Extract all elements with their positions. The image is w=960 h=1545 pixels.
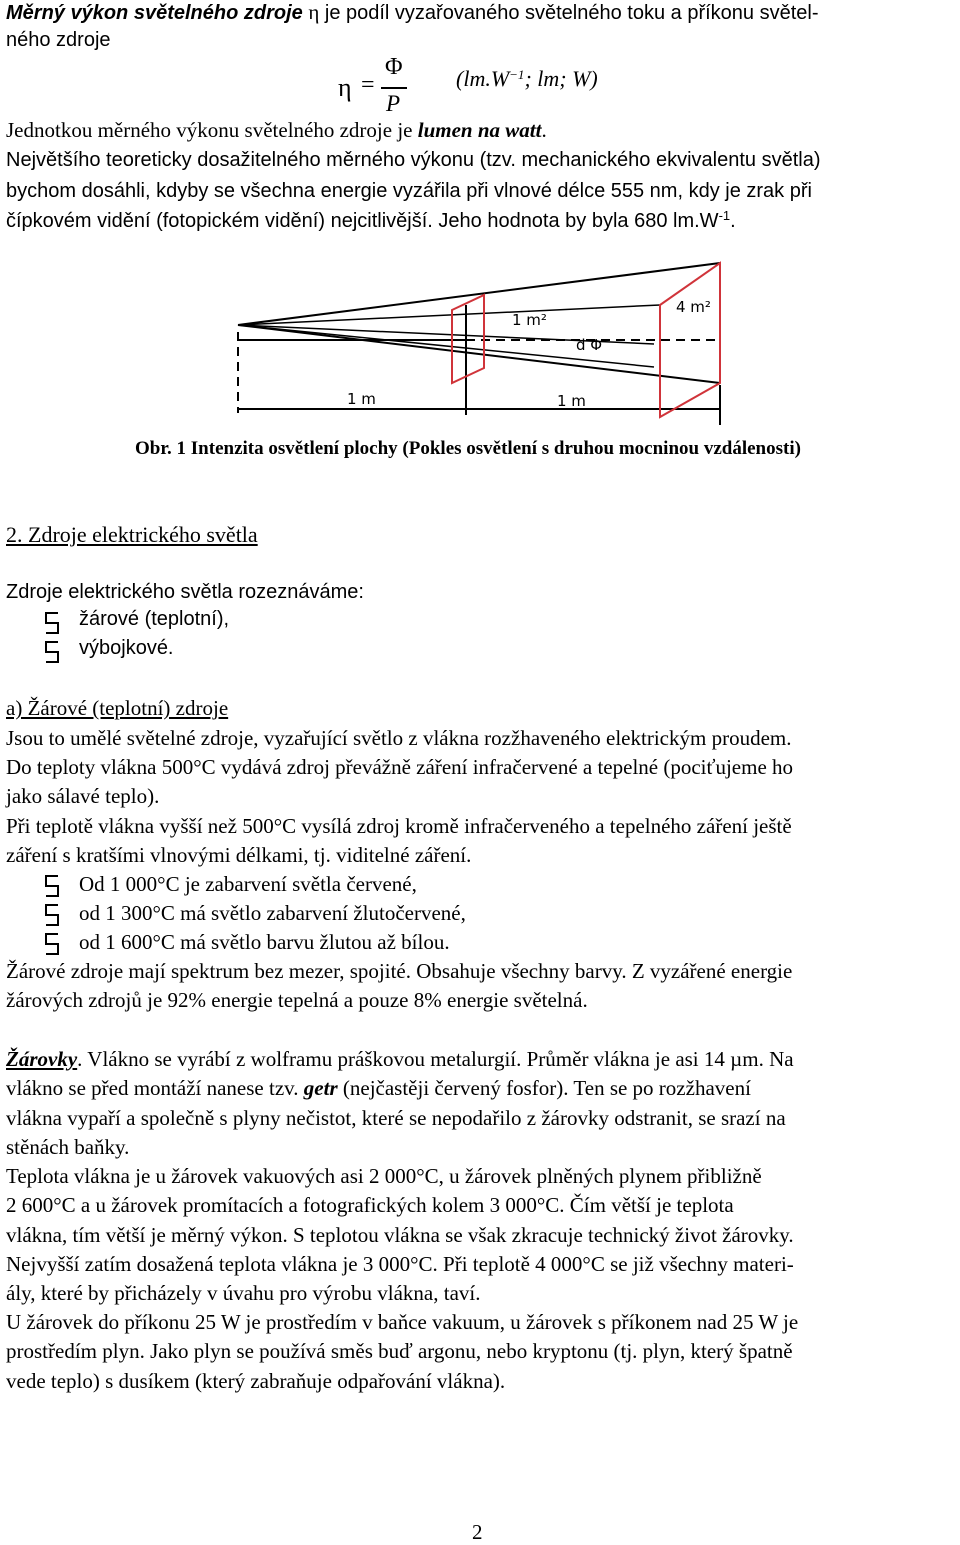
paragraph-line: vlákna, tím větší je měrný výkon. S teplotou vlákna se však zkracuje technický život žárovky. bbox=[6, 1223, 794, 1247]
bullet-icon bbox=[40, 639, 64, 665]
term-measured-efficacy: Měrný výkon světelného zdroje bbox=[6, 2, 303, 24]
list-item: výbojkové. bbox=[0, 637, 960, 667]
paragraph-line: Při teplotě vlákna vyšší než 500°C vysílá zdroj kromě infračerveného a tepelného záření ještě bbox=[6, 814, 792, 838]
paragraph-line: Teplota vlákna je u žárovek vakuových asi 2 000°C, u žárovek plněných plynem přibližně bbox=[6, 1164, 762, 1188]
paragraph-line: vede teplo) s dusíkem (který zabraňuje odpařování vlákna). bbox=[6, 1369, 506, 1393]
definition-line-1 bbox=[6, 0, 960, 25]
bullet-icon bbox=[40, 902, 64, 928]
bullet-icon bbox=[40, 873, 64, 899]
unit-line: Jednotkou měrného výkonu světelného zdroje je lumen na watt. bbox=[6, 118, 547, 142]
definition-line-2: ného zdroje bbox=[6, 29, 111, 51]
formula-equals: = bbox=[361, 72, 375, 98]
list-item: žárové (teplotní), bbox=[0, 608, 960, 638]
paragraph-line: prostředím plyn. Jako plyn se používá směs buď argonu, nebo kryptonu (tj. plyn, který špatně bbox=[6, 1339, 793, 1363]
area-1m-label: 1 m² bbox=[512, 311, 547, 329]
paragraph-line: žárových zdrojů je 92% energie tepelná a pouze 8% energie světelná. bbox=[6, 988, 588, 1012]
zarovky-line-1: Žárovky. Vlákno se vyrábí z wolframu práškovou metalurgií. Průměr vlákna je asi 14 µm. Na bbox=[6, 1047, 794, 1071]
bullet-icon bbox=[40, 931, 64, 957]
max-efficacy-line-2: bychom dosáhli, kdyby se všechna energie vyzářila při vlnové délce 555 nm, kdy je zrak při bbox=[6, 180, 812, 202]
section-2-heading: 2. Zdroje elektrického světla bbox=[6, 522, 258, 547]
flux-label: d Φ bbox=[576, 336, 603, 354]
formula-units: ($lm.W^{-1}$; lm; W) bbox=[456, 66, 598, 91]
zarovky-heading: Žárovky bbox=[6, 1047, 78, 1071]
paragraph-line: U žárovek do příkonu 25 W je prostředím v baňce vakuum, u žárovek s příkonem nad 25 W je bbox=[6, 1310, 799, 1334]
area-4m-label: 4 m² bbox=[676, 298, 711, 316]
figure-caption: Obr. 1 Intenzita osvětlení plochy (Pokles osvětlení s druhou mocninou vzdálenosti) bbox=[135, 438, 801, 459]
paragraph-line: Jsou to umělé světelné zdroje, vyzařující světlo z vlákna rozžhaveného elektrickým proudem. bbox=[6, 726, 792, 750]
paragraph-line: ály, které by přicházely v úvahu pro výrobu vlákna, taví. bbox=[6, 1281, 481, 1305]
paragraph-line: 2 600°C a u žárovek promítacích a fotografických kolem 3 000°C. Čím větší je teplota bbox=[6, 1193, 734, 1217]
bullet-icon bbox=[40, 610, 64, 636]
distance-2-label: 1 m bbox=[557, 392, 586, 410]
zarovky-line-2: vlákno se před montáží nanese tzv. getr (nejčastěji červený fosfor). Ten se po rozžhavení bbox=[6, 1076, 751, 1100]
list-item: od 1 300°C má světlo zabarvení žlutočervené, bbox=[0, 900, 960, 930]
paragraph-line: Žárové zdroje mají spektrum bez mezer, spojité. Obsahuje všechny barvy. Z vyzářené energie bbox=[6, 959, 793, 983]
section-2-intro: Zdroje elektrického světla rozeznáváme: bbox=[6, 581, 364, 603]
fraction-bar bbox=[381, 87, 407, 89]
paragraph-line: jako sálavé teplo). bbox=[6, 784, 160, 808]
paragraph-line: stěnách baňky. bbox=[6, 1135, 130, 1159]
distance-1-label: 1 m bbox=[347, 390, 376, 408]
getr-term: getr bbox=[303, 1076, 338, 1100]
definition-text: je podíl vyzařovaného světelného toku a příkonu světel- bbox=[319, 2, 819, 24]
formula-denominator: P bbox=[386, 91, 401, 116]
paragraph-line: Nejvyšší zatím dosažená teplota vlákna je 3 000°C. Při teplotě 4 000°C se již všechny materi- bbox=[6, 1252, 794, 1276]
list-item: Od 1 000°C je zabarvení světla červené, bbox=[0, 871, 960, 901]
max-efficacy-line-3: čípkovém vidění (fotopickém vidění) nejcitlivější. Jeho hodnota by byla 680 $lm.W^{-1}$. bbox=[6, 208, 736, 232]
paragraph-line: Do teploty vlákna 500°C vydává zdroj převážně záření infračervené a tepelné (pociťujeme ho bbox=[6, 755, 794, 779]
unit-name: lumen na watt bbox=[417, 118, 542, 142]
illuminance-figure bbox=[230, 255, 730, 425]
formula-numerator: Φ bbox=[385, 54, 403, 80]
list-item: od 1 600°C má světlo barvu žlutou až bílou. bbox=[0, 929, 960, 959]
formula-eta: η bbox=[338, 73, 352, 102]
paragraph-line: vlákna vypaří a společně s plyny nečistot, které se nepodařilo z žárovky odstranit, se srazí na bbox=[6, 1106, 786, 1130]
page-number: 2 bbox=[472, 1520, 483, 1544]
eta-symbol: η bbox=[308, 0, 320, 24]
subsection-a-heading: a) Žárové (teplotní) zdroje bbox=[6, 696, 229, 720]
max-efficacy-line-1: Největšího teoreticky dosažitelného měrného výkonu (tzv. mechanického ekvivalentu světla) bbox=[6, 149, 821, 171]
paragraph-line: záření s kratšími vlnovými délkami, tj. viditelné záření. bbox=[6, 843, 472, 867]
